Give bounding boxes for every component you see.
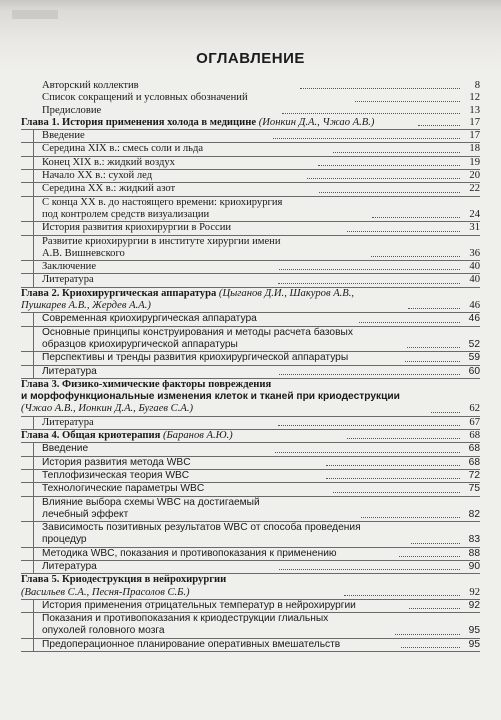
page-number: 68 <box>468 443 481 455</box>
page-number: 40 <box>469 261 480 273</box>
toc-entry[interactable] <box>21 497 480 523</box>
toc-entry[interactable] <box>21 522 480 548</box>
page-number: 52 <box>468 338 481 350</box>
rule-left <box>33 143 34 155</box>
rule-left <box>33 457 34 469</box>
entry-line: лечебный эффект <box>42 508 129 520</box>
toc-entry[interactable] <box>21 327 480 353</box>
dot-leader <box>279 569 460 570</box>
dot-leader <box>319 192 460 193</box>
page-number: 12 <box>469 92 480 104</box>
toc-entry[interactable] <box>21 157 480 170</box>
toc-entry-title <box>42 313 357 325</box>
toc-entry-title <box>42 274 276 286</box>
entry-line: процедур <box>42 534 87 546</box>
toc-entry-title <box>42 130 271 142</box>
rule-left <box>33 157 34 169</box>
entry-line: Зависимость позитивных результатов WBC от способа проведения <box>42 522 361 534</box>
chapter-title: Глава 2. Криохирургическая аппаратура <box>21 287 217 299</box>
toc-entry-title <box>42 639 399 651</box>
rule-left <box>33 483 34 495</box>
dot-leader <box>278 283 460 284</box>
page-number: 18 <box>469 143 481 155</box>
dot-leader <box>359 322 460 323</box>
rule-left <box>33 352 34 364</box>
entry-line: Введение <box>42 130 85 142</box>
page-number: 83 <box>468 534 481 546</box>
chapter-authors: (Чжао А.В., Ионкин Д.А., Бугаев С.А.) <box>21 403 194 415</box>
toc-entry[interactable] <box>21 92 480 104</box>
entry-line: опухолей головного мозга <box>42 625 165 637</box>
toc-entry-title <box>42 170 305 182</box>
toc-entry-title <box>21 430 345 442</box>
dot-leader <box>405 361 460 362</box>
entry-line: Литература <box>42 365 97 377</box>
dot-leader <box>318 165 460 166</box>
rule-left <box>33 274 34 286</box>
entry-line: Середина XX в.: жидкий азот <box>42 183 176 195</box>
toc-entry[interactable] <box>21 430 480 443</box>
toc-entry-title <box>42 561 277 573</box>
dot-leader <box>347 438 460 439</box>
toc-entry-title <box>21 117 416 129</box>
entry-line: А.В. Вишневского <box>42 247 125 259</box>
toc-entry[interactable] <box>21 483 480 496</box>
page-number: 75 <box>468 483 481 495</box>
toc-entry[interactable] <box>21 105 480 117</box>
toc-entry-title <box>42 497 359 522</box>
entry-line: Влияние выбора схемы WBC на достигаемый <box>42 496 260 508</box>
toc-entry[interactable] <box>21 574 480 600</box>
toc-entry-title <box>42 80 298 92</box>
toc-entry-title <box>42 613 393 638</box>
toc-entry-title <box>42 183 317 195</box>
dot-leader <box>333 492 460 493</box>
page-number: 88 <box>468 547 481 559</box>
chapter-title: Глава 1. История применения холода в медицине <box>21 116 257 128</box>
page-number: 59 <box>468 352 481 364</box>
toc-entry[interactable] <box>21 222 480 235</box>
toc-entry-title <box>21 379 429 416</box>
entry-line: Методика WBC, показания и противопоказания к применению <box>42 547 337 559</box>
chapter-authors: (Ионкин Д.А., Чжао А.В.) <box>258 116 375 128</box>
chapter-authors-cont: Пушкарев А.В., Жердев А.А.) <box>21 300 151 312</box>
toc-entry[interactable] <box>21 548 480 561</box>
rule-left <box>33 313 34 325</box>
page-title: ОГЛАВЛЕНИЕ <box>196 50 305 67</box>
toc-entry[interactable] <box>21 366 480 379</box>
dot-leader <box>273 138 460 139</box>
chapter-title-cont: и морфофункциональные изменения клеток и тканей при криодеструкции <box>21 391 400 403</box>
table-of-contents <box>21 80 480 652</box>
toc-entry[interactable] <box>21 261 480 274</box>
dot-leader <box>344 595 460 596</box>
page-number: 22 <box>469 183 480 195</box>
rule-left <box>33 639 34 651</box>
dot-leader <box>279 374 460 375</box>
toc-entry[interactable] <box>21 443 480 456</box>
dot-leader <box>333 152 460 153</box>
page-number: 46 <box>468 313 480 325</box>
toc-entry[interactable] <box>21 143 480 156</box>
page-number: 13 <box>469 104 481 116</box>
dot-leader <box>409 608 460 609</box>
dot-leader <box>418 125 460 126</box>
dot-leader <box>408 308 460 309</box>
entry-line: Показания и противопоказания к криодеструкции глиальных <box>42 613 329 625</box>
rule-left <box>33 600 34 612</box>
dot-leader <box>282 113 460 114</box>
dot-leader <box>355 101 460 102</box>
page-number: 82 <box>468 508 480 520</box>
dot-leader <box>326 478 460 479</box>
rule-left <box>33 417 34 429</box>
entry-line: С конца XX в. до настоящего времени: криохирургия <box>42 196 283 208</box>
page-number: 67 <box>469 416 481 428</box>
page-number: 95 <box>468 625 480 637</box>
toc-entry-title <box>42 457 324 469</box>
toc-entry[interactable] <box>21 80 480 92</box>
toc-entry-title <box>42 352 403 364</box>
toc-entry[interactable] <box>21 288 480 314</box>
toc-entry[interactable] <box>21 183 480 196</box>
toc-entry[interactable] <box>21 117 480 130</box>
entry-line: Технологические параметры WBC <box>42 483 205 495</box>
toc-entry[interactable] <box>21 236 480 262</box>
rule-left <box>33 197 34 222</box>
page-number: 36 <box>469 247 481 259</box>
toc-entry-title <box>42 443 273 455</box>
toc-entry[interactable] <box>21 639 480 652</box>
toc-entry-title <box>42 92 353 104</box>
entry-line: Основные принципы конструирования и методы расчета базовых <box>42 326 353 338</box>
page-number: 20 <box>469 170 480 182</box>
toc-entry-title <box>42 157 316 169</box>
toc-entry[interactable] <box>21 130 480 143</box>
entry-line: образцов криохирургической аппаратуры <box>42 338 238 350</box>
entry-line: История развития криохирургии в России <box>42 222 232 234</box>
entry-line: Предоперационное планирование оперативных вмешательств <box>42 638 341 650</box>
toc-entry-title <box>42 327 405 352</box>
toc-entry-title <box>42 105 280 117</box>
toc-entry[interactable] <box>21 170 480 183</box>
chapter-authors: (Цыганов Д.И., Шакуров А.В., <box>218 287 355 299</box>
entry-line: История применения отрицательных температур в нейрохирургии <box>42 599 356 611</box>
entry-line: Введение <box>42 443 89 455</box>
rule-left <box>33 222 34 234</box>
dot-leader <box>278 425 460 426</box>
entry-line: Литература <box>42 560 97 572</box>
toc-entry-title <box>42 143 331 155</box>
dot-leader <box>372 217 460 218</box>
rule-left <box>33 443 34 455</box>
toc-entry[interactable] <box>21 470 480 483</box>
rule-left <box>33 613 34 638</box>
toc-entry-title <box>42 522 409 547</box>
rule-left <box>33 236 34 261</box>
toc-entry-title <box>42 197 370 222</box>
entry-line: Теплофизическая теория WBC <box>42 469 190 481</box>
page-number: 8 <box>474 80 481 91</box>
toc-entry[interactable] <box>21 313 480 326</box>
chapter-title: Глава 4. Общая криотерапия <box>21 430 161 442</box>
entry-line: Авторский коллектив <box>42 80 139 91</box>
dot-leader <box>371 256 460 257</box>
page-number: 92 <box>468 599 480 611</box>
chapter-title: Глава 5. Криодеструкция в нейрохирургии <box>21 574 227 586</box>
toc-entry-title <box>21 288 406 313</box>
entry-line: Список сокращений и условных обозначений <box>42 92 248 104</box>
toc-entry-title <box>42 470 324 482</box>
dot-leader <box>300 88 460 89</box>
page-number: 68 <box>468 456 481 468</box>
rule-left <box>33 497 34 522</box>
rule-left <box>33 261 34 273</box>
rule-left <box>33 130 34 142</box>
entry-line: Развитие криохирургии в институте хирургии имени <box>42 235 281 247</box>
dot-leader <box>407 347 460 348</box>
toc-entry-title <box>42 548 397 560</box>
dot-leader <box>275 452 460 453</box>
entry-line: Литература <box>42 274 94 286</box>
page-number: 92 <box>469 586 480 598</box>
entry-line: Перспективы и тренды развития криохирургической аппаратуры <box>42 352 349 364</box>
toc-entry[interactable] <box>21 197 480 223</box>
toc-entry[interactable] <box>21 274 480 287</box>
toc-entry[interactable] <box>21 561 480 574</box>
page-number: 17 <box>469 116 480 128</box>
dot-leader <box>399 556 460 557</box>
toc-entry[interactable] <box>21 417 480 430</box>
page-number: 95 <box>468 638 481 650</box>
toc-entry-title <box>42 366 277 378</box>
rule-left <box>33 366 34 378</box>
dot-leader <box>347 231 460 232</box>
chapter-title: Глава 3. Физико-химические факторы повреждения <box>21 378 272 390</box>
entry-line: Заключение <box>42 261 97 273</box>
entry-line: Конец XIX в.: жидкий воздух <box>42 156 175 168</box>
entry-line: Современная криохирургическая аппаратура <box>42 313 257 325</box>
rule-left <box>33 470 34 482</box>
page-number: 19 <box>469 156 480 168</box>
toc-entry-title <box>42 483 331 495</box>
page-number: 17 <box>469 130 481 142</box>
dot-leader <box>279 269 460 270</box>
toc-entry-title <box>42 222 345 234</box>
rule-left <box>33 522 34 547</box>
entry-line: Начало XX в.: сухой лед <box>42 170 153 182</box>
chapter-authors: (Баранов А.Ю.) <box>163 430 233 442</box>
toc-entry[interactable] <box>21 613 480 639</box>
dot-leader <box>431 412 460 413</box>
chapter-authors-cont: (Васильев С.А., Песня-Прасолов С.Б.) <box>21 586 190 598</box>
toc-entry-title <box>42 600 407 612</box>
entry-line: Литература <box>42 416 94 428</box>
page-number: 90 <box>468 560 481 572</box>
page-number: 68 <box>469 430 480 442</box>
page-number: 60 <box>468 365 481 377</box>
page-number: 46 <box>469 300 480 312</box>
page-number: 40 <box>469 274 481 286</box>
dot-leader <box>401 647 460 648</box>
toc-entry[interactable] <box>21 600 480 613</box>
toc-entry[interactable] <box>21 379 480 417</box>
bleed-through-mark <box>12 10 58 19</box>
dot-leader <box>411 543 460 544</box>
rule-left <box>33 170 34 182</box>
toc-entry-title <box>42 236 369 261</box>
dot-leader <box>326 465 460 466</box>
page-number: 62 <box>469 403 480 415</box>
dot-leader <box>361 517 460 518</box>
page-number: 24 <box>469 208 480 220</box>
dot-leader <box>395 634 460 635</box>
entry-line: История развития метода WBC <box>42 456 191 468</box>
toc-entry-title <box>21 574 342 599</box>
rule-left <box>33 548 34 560</box>
page-number: 31 <box>469 222 480 234</box>
entry-line: под контролем средств визуализации <box>42 208 210 220</box>
toc-entry[interactable] <box>21 457 480 470</box>
dot-leader <box>307 178 460 179</box>
entry-line: Середина XIX в.: смесь соли и льда <box>42 143 204 155</box>
toc-entry[interactable] <box>21 352 480 365</box>
rule-left <box>33 561 34 573</box>
toc-entry-title <box>42 417 276 429</box>
rule-left <box>33 183 34 195</box>
entry-line: Предисловие <box>42 104 102 116</box>
toc-entry-title <box>42 261 277 273</box>
rule-left <box>33 327 34 352</box>
page-number: 72 <box>468 469 481 481</box>
